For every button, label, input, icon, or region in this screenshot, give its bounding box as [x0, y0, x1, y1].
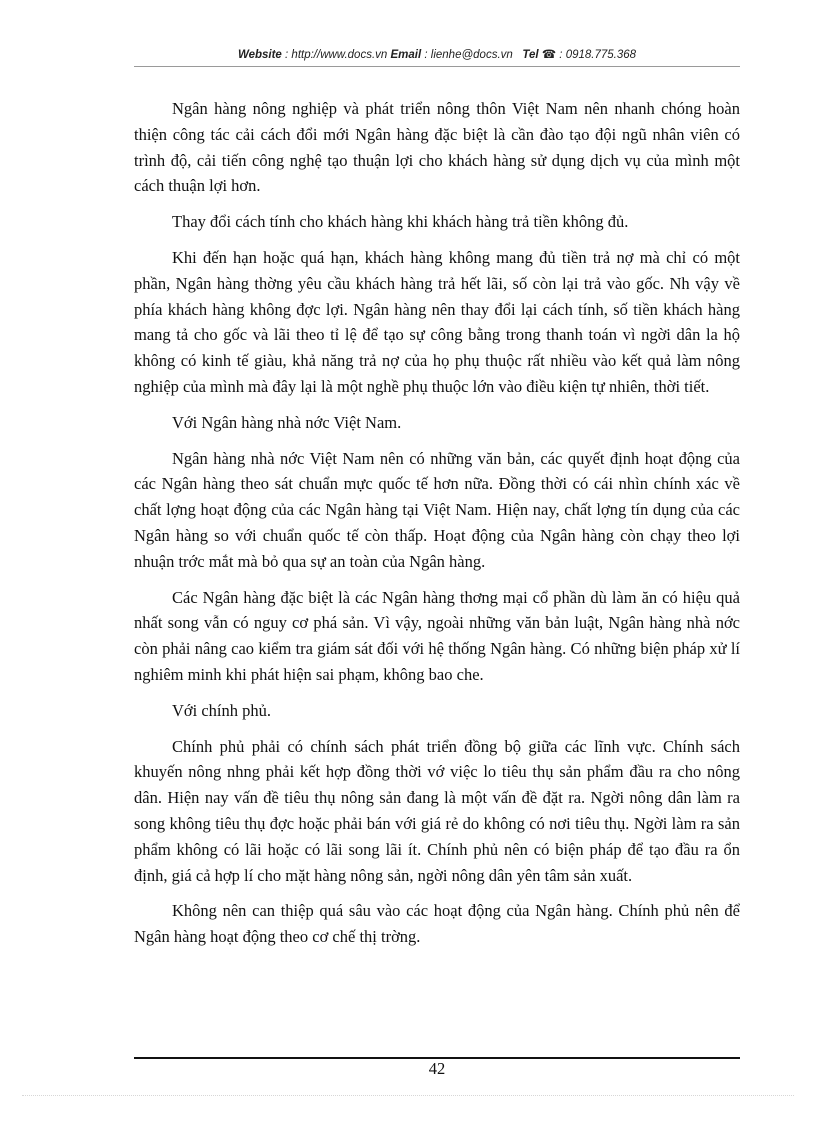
website-value[interactable]: http://www.docs.vn — [291, 49, 388, 61]
phone-icon: ☎ — [541, 49, 557, 61]
paragraph: Với chính phủ. — [172, 700, 272, 720]
email-label: Email — [390, 49, 422, 61]
page-number: 42 — [428, 1059, 446, 1078]
paragraph: Thay đổi cách tính cho khách hàng khi khách hàng trả tiền không đủ. — [172, 212, 629, 232]
document-body — [134, 96, 740, 960]
paragraph: Các Ngân hàng đặc biệt là các Ngân hàng thơng mại cổ phần dù làm ăn có hiệu quả nhất song vẫn có nguy cơ phá sản. Vì vậy, ngoài những văn bản luật, Ngân hàng nhà nớc còn phải nâng cao kiểm tra giám sát đối với hệ thống Ngân hàng. Có những biện pháp xử lí nghiêm minh khi phát hiện sai phạm, không bao che. — [134, 587, 740, 684]
paragraph: Ngân hàng nông nghiệp và phát triển nông thôn Việt Nam nên nhanh chóng hoàn thiện công tác cải cách đổi mới Ngân hàng đặc biệt là cần đào tạo đội ngũ nhân viên có trình độ, cải tiến công nghệ tạo thuận lợi cho khách hàng sử dụng dịch vụ của mình một cách thuận lợi hơn. — [134, 99, 740, 196]
page-bottom-border — [22, 1095, 794, 1096]
paragraph: Chính phủ phải có chính sách phát triển đồng bộ giữa các lĩnh vực. Chính sách khuyến nông nhng phải kết hợp đồng thời vớ việc lo tiêu thụ sản phẩm đầu ra cho nông dân. Hiện nay vấn đề tiêu thụ nông sản đang là một vấn đề đặt ra. Ngời nông dân làm ra song không tiêu thụ đợc hoặc phải bán với giá rẻ do không có nơi tiêu thụ. Ngời làm ra sản phẩm không có lãi hoặc có lãi song lãi ít. Chính phủ nên có biện pháp để tạo đầu ra ổn định, giá cả hợp lí cho mặt hàng nông sản, ngời nông dân yên tâm sản xuất. — [134, 736, 740, 885]
email-value[interactable]: lienhe@docs.vn — [430, 49, 513, 61]
paragraph: Không nên can thiệp quá sâu vào các hoạt động của Ngân hàng. Chính phủ nên để Ngân hàng hoạt động theo cơ chế thị trờng. — [134, 901, 740, 947]
tel-value: 0918.775.368 — [565, 49, 637, 61]
header-divider — [134, 66, 740, 67]
paragraph: Khi đến hạn hoặc quá hạn, khách hàng không mang đủ tiền trả nợ mà chỉ có một phần, Ngân hàng thờng yêu cầu khách hàng trả hết lãi, số còn lại trả vào gốc. Nh vậy về phía khách hàng không đợc lợi. Ngân hàng nên thay đổi lại cách tính, số tiền khách hàng mang tả cho gốc và lãi theo tỉ lệ để tạo sự công bằng trong thanh toán vì ngời dân la hộ không có kinh tế giàu, khả năng trả nợ của họ phụ thuộc rất nhiều vào kết quả làm nông nghiệp của mình mà đây lại là một nghề phụ thuộc lớn vào điều kiện tự nhiên, thời tiết. — [134, 247, 740, 396]
page-header: Website : http://www.docs.vn Email : lienhe@docs.vn Tel ☎ : 0918.775.368 — [237, 49, 637, 61]
website-label: Website — [237, 49, 282, 61]
paragraph: Với Ngân hàng nhà nớc Việt Nam. — [172, 412, 402, 432]
tel-label: Tel — [522, 49, 539, 61]
paragraph: Ngân hàng nhà nớc Việt Nam nên có những văn bản, các quyết định hoạt động của các Ngân hàng theo sát chuẩn mực quốc tế hơn nữa. Đồng thời có cái nhìn chính xác về chất lợng hoạt động của các Ngân hàng tại Việt Nam. Hiện nay, chất lợng tín dụng của các Ngân hàng so với chuẩn quốc tế còn thấp. Hoạt động của Ngân hàng còn chạy theo lợi nhuận trớc mắt mà bỏ qua sự an toàn của Ngân hàng. — [134, 448, 740, 571]
